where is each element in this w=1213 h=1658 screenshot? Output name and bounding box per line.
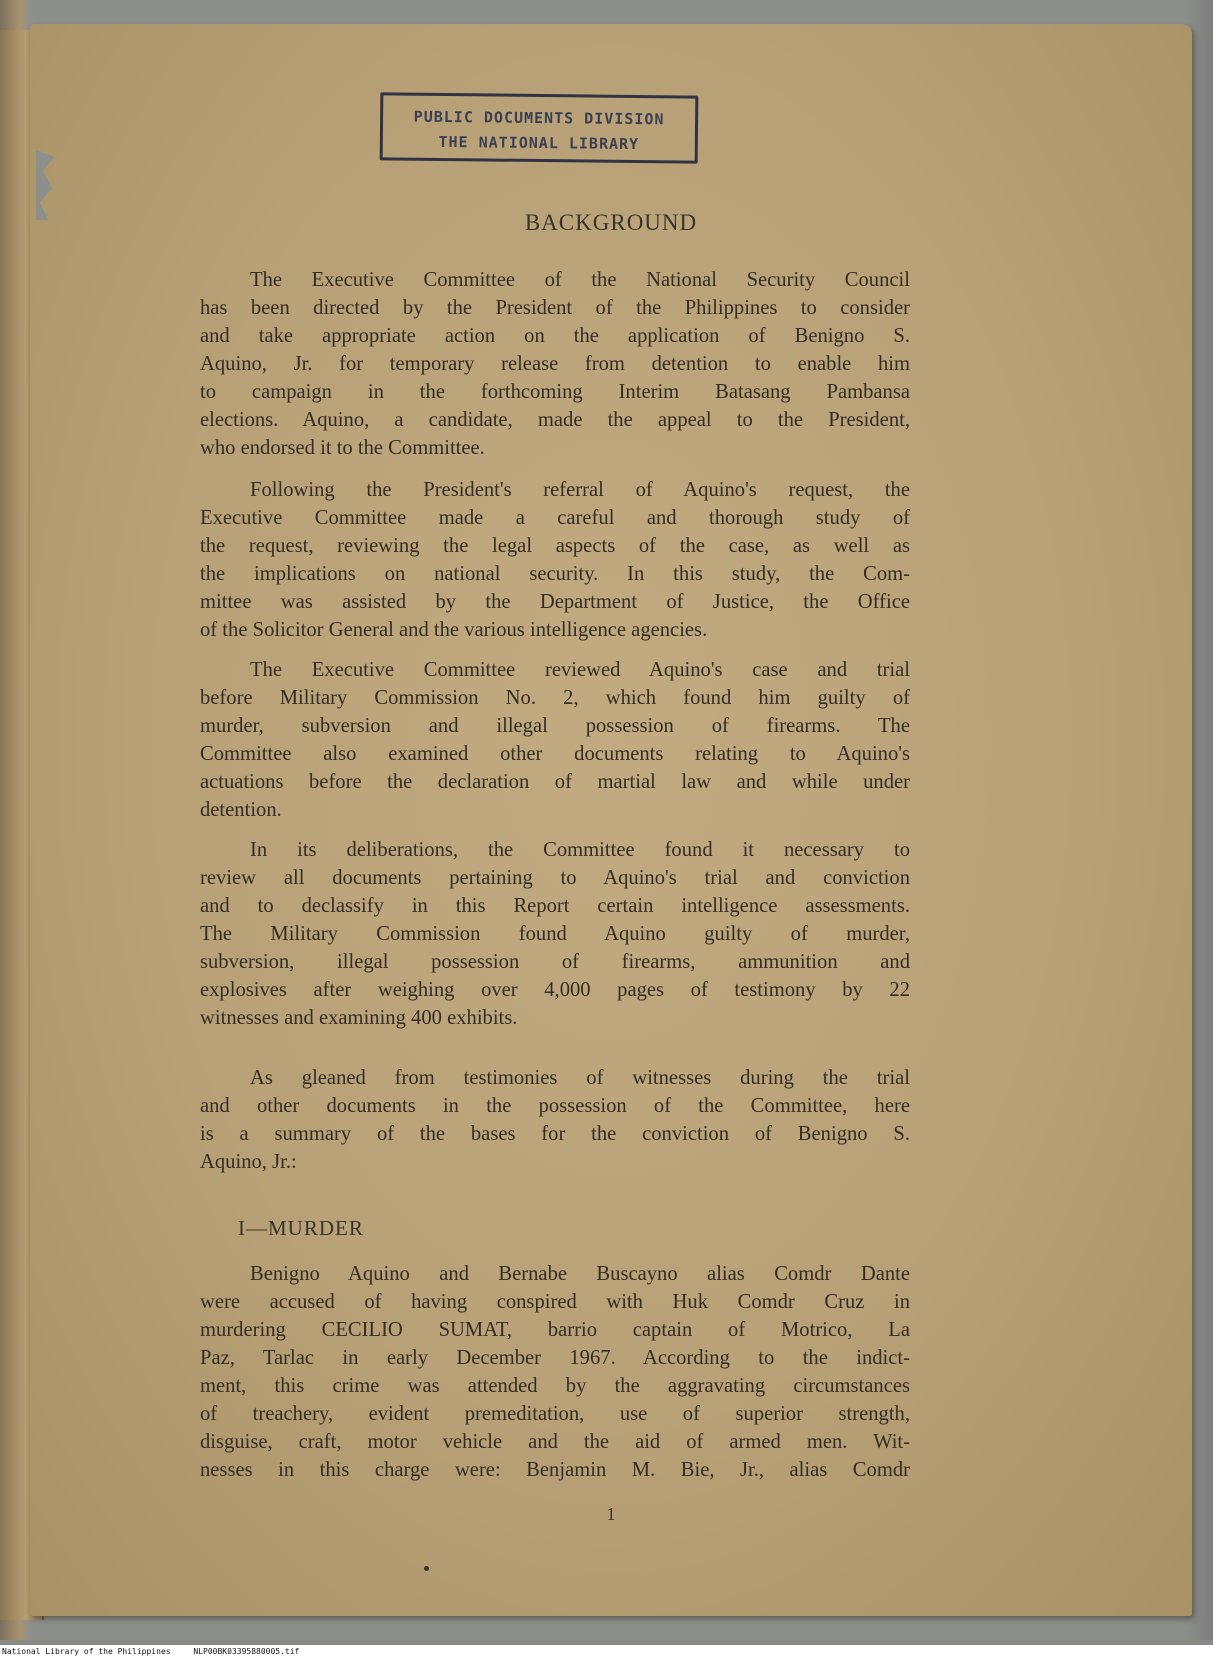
text-line: review all documents pertaining to Aquino's trial and conviction xyxy=(200,867,910,889)
text-line: The Military Commission found Aquino guilty of murder, xyxy=(200,923,910,945)
paragraph-4 xyxy=(200,836,910,1032)
text-line: witnesses and examining 400 exhibits. xyxy=(200,1007,518,1029)
text-line: Following the President's referral of Aquino's request, the xyxy=(250,479,910,501)
text-line: In its deliberations, the Committee found it necessary to xyxy=(250,839,910,861)
text-line: murdering CECILIO SUMAT, barrio captain of Motrico, La xyxy=(200,1319,910,1341)
text-line: and take appropriate action on the application of Benigno S. xyxy=(200,325,910,347)
text-line: explosives after weighing over 4,000 pages of testimony by 22 xyxy=(200,979,910,1001)
text-line: Committee also examined other documents relating to Aquino's xyxy=(200,743,910,765)
text-line: nesses in this charge were: Benjamin M. Bie, Jr., alias Comdr xyxy=(200,1459,910,1481)
text-line: As gleaned from testimonies of witnesses during the trial xyxy=(250,1067,910,1089)
text-line: were accused of having conspired with Huk Comdr Cruz in xyxy=(200,1291,910,1313)
text-line: The Executive Committee reviewed Aquino's case and trial xyxy=(250,659,910,681)
text-line: the request, reviewing the legal aspects of the case, as well as xyxy=(200,535,910,557)
text-line: disguise, craft, motor vehicle and the aid of armed men. Wit- xyxy=(200,1431,910,1453)
text-line: of treachery, evident premeditation, use of superior strength, xyxy=(200,1403,910,1425)
text-line: of the Solicitor General and the various intelligence agencies. xyxy=(200,619,708,641)
text-line: ment, this crime was attended by the aggravating circumstances xyxy=(200,1375,910,1397)
stamp-line-1: PUBLIC DOCUMENTS DIVISION xyxy=(413,107,665,129)
library-stamp xyxy=(380,92,699,163)
text-line: to campaign in the forthcoming Interim Batasang Pambansa xyxy=(200,381,910,403)
text-line: the implications on national security. In this study, the Com- xyxy=(200,563,910,585)
text-line: Aquino, Jr.: xyxy=(200,1151,297,1173)
text-line: who endorsed it to the Committee. xyxy=(200,437,485,459)
text-line: has been directed by the President of the Philippines to consider xyxy=(200,297,910,319)
text-line: and to declassify in this Report certain intelligence assessments. xyxy=(200,895,910,917)
page-number: 1 xyxy=(606,1504,616,1524)
paragraph-3 xyxy=(200,656,910,824)
text-line: actuations before the declaration of martial law and while under xyxy=(200,771,910,793)
text-line: murder, subversion and illegal possession of firearms. The xyxy=(200,715,910,737)
stamp-line-2: THE NATIONAL LIBRARY xyxy=(438,132,640,154)
text-line: Aquino, Jr. for temporary release from detention to enable him xyxy=(200,353,910,375)
scan-footer xyxy=(0,1645,1213,1658)
paragraph-1 xyxy=(200,266,910,462)
ink-dot xyxy=(424,1566,429,1571)
footer-filename: NLP00BK03395880005.tif xyxy=(193,1647,300,1656)
text-line: is a summary of the bases for the conviction of Benigno S. xyxy=(200,1123,910,1145)
text-line: Benigno Aquino and Bernabe Buscayno alias Comdr Dante xyxy=(250,1263,910,1285)
text-line: and other documents in the possession of the Committee, here xyxy=(200,1095,910,1117)
text-line: subversion, illegal possession of firearms, ammunition and xyxy=(200,951,910,973)
text-line: Paz, Tarlac in early December 1967. According to the indict- xyxy=(200,1347,910,1369)
page-title: BACKGROUND xyxy=(524,210,698,235)
text-line: elections. Aquino, a candidate, made the appeal to the President, xyxy=(200,409,910,431)
text-line: mittee was assisted by the Department of Justice, the Office xyxy=(200,591,910,613)
text-line: Executive Committee made a careful and thorough study of xyxy=(200,507,910,529)
text-line: The Executive Committee of the National Security Council xyxy=(250,269,910,291)
paragraph-5 xyxy=(200,1064,910,1176)
document-page xyxy=(30,24,1192,1616)
paragraph-2 xyxy=(200,476,910,644)
section-heading-murder: I—MURDER xyxy=(238,1216,364,1240)
text-line: detention. xyxy=(200,799,282,821)
text-line: before Military Commission No. 2, which found him guilty of xyxy=(200,687,910,709)
paragraph-murder xyxy=(200,1260,910,1484)
footer-library: National Library of the Philippines xyxy=(2,1647,171,1656)
